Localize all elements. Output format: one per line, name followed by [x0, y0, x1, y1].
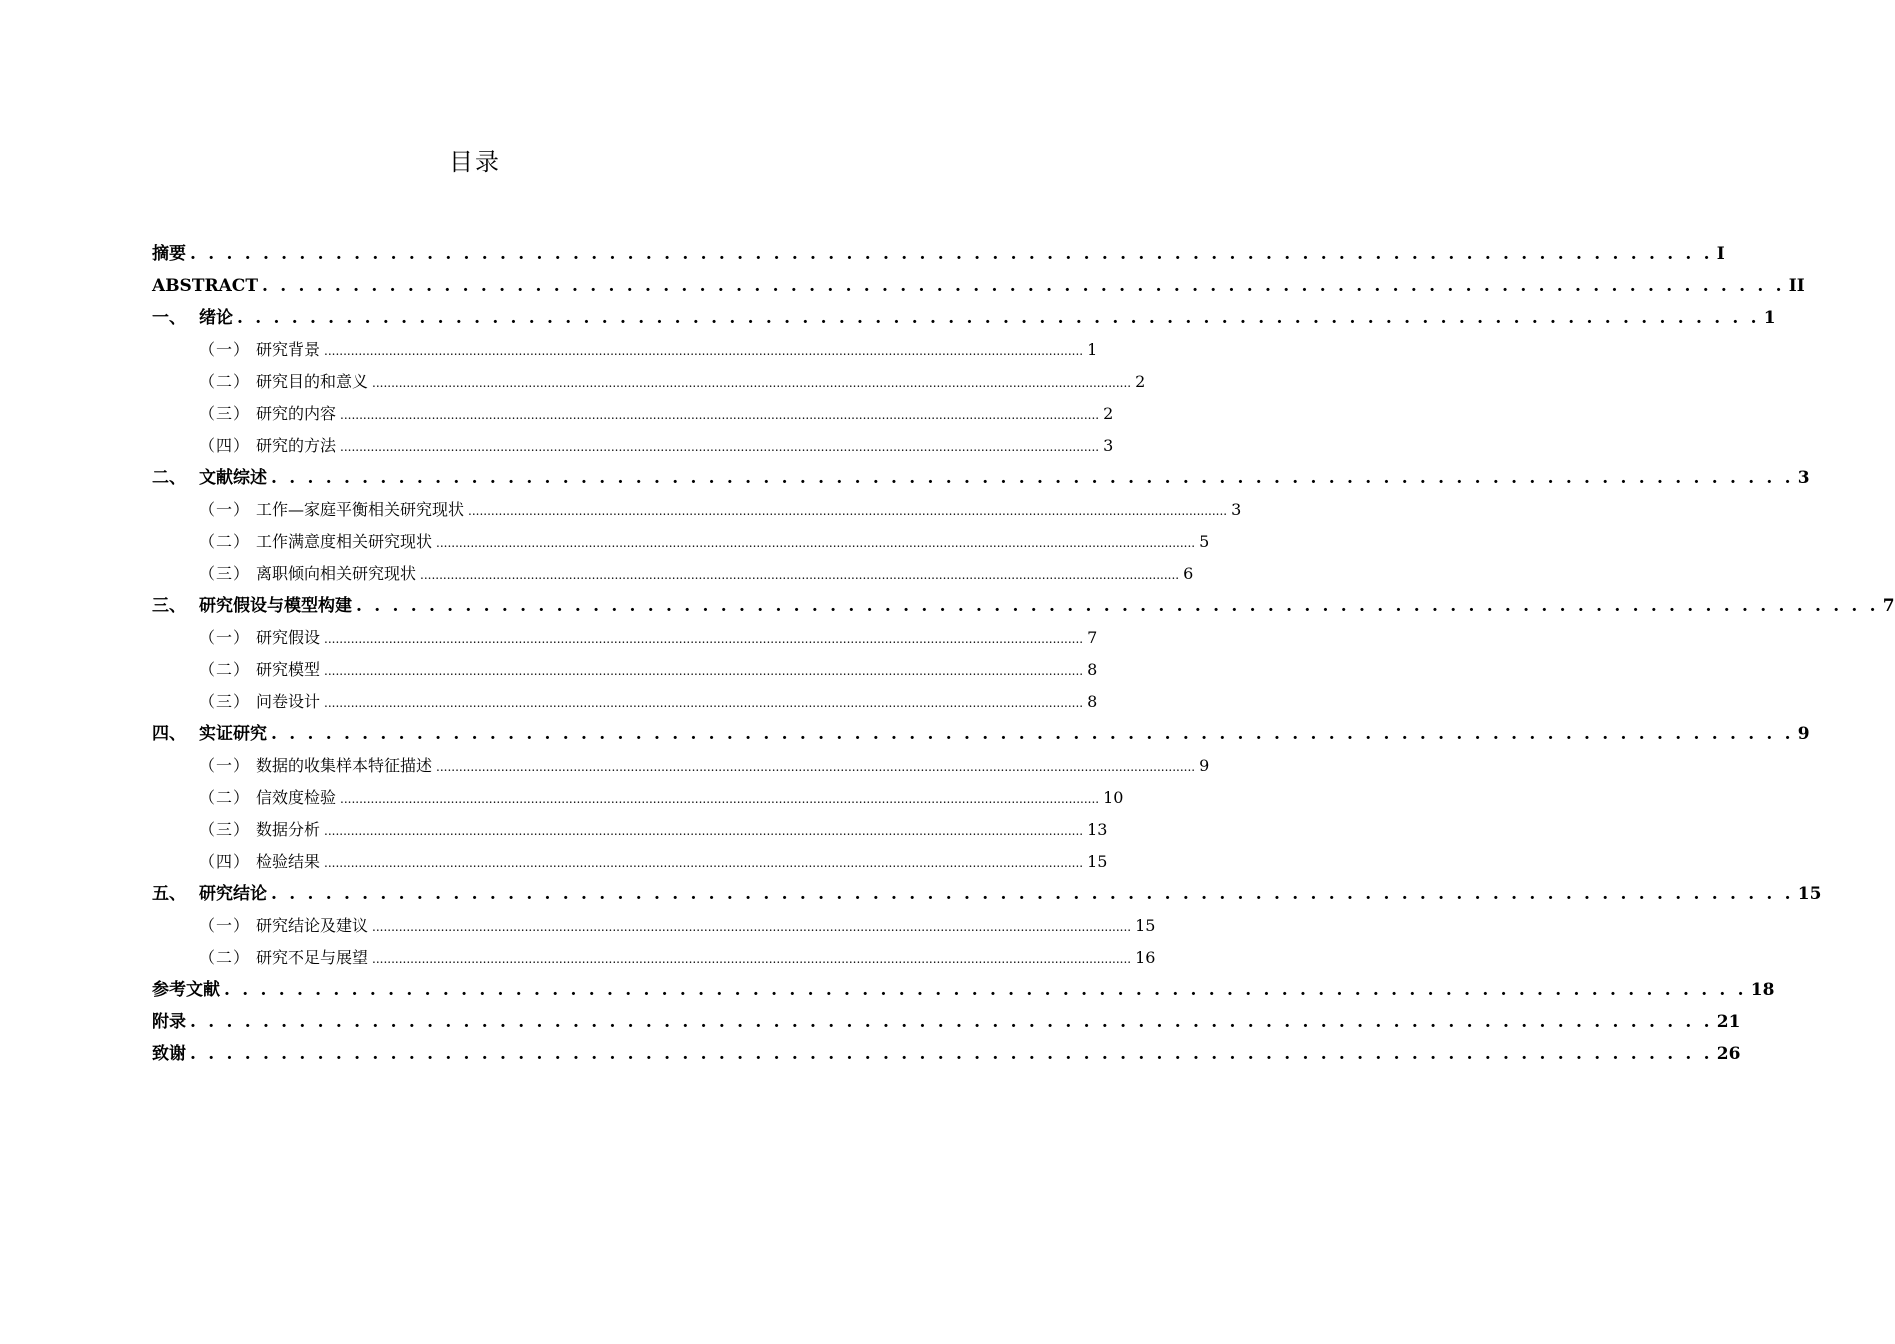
toc-entry-title: 研究的内容	[256, 404, 337, 423]
toc-entry-page: II	[1788, 276, 1805, 296]
toc-entry-page: 7	[1087, 628, 1098, 647]
toc-entry-title: 工作—家庭平衡相关研究现状	[256, 500, 465, 519]
toc-entry-title: 研究假设与模型构建	[199, 596, 352, 616]
toc-entry-abstract-en[interactable]	[152, 270, 1805, 302]
toc-entry-page: 15	[1797, 884, 1822, 904]
toc-entry-section[interactable]	[152, 366, 1146, 398]
toc-entry-number: 四、	[152, 724, 186, 744]
toc-entry-section[interactable]	[152, 846, 1108, 878]
toc-entry-section[interactable]	[152, 526, 1210, 558]
toc-entry-number: （四）	[199, 852, 251, 871]
toc-entry-page: 8	[1087, 660, 1098, 679]
toc-entry-page: 7	[1882, 596, 1895, 616]
toc-leader-dots: .......................................................................................................................................................................................................	[436, 536, 1196, 550]
toc-entry-number: （二）	[199, 660, 251, 679]
toc-leader-dots: . . . . . . . . . . . . . . . . . . . . . . . . . . . . . . . . . . . . . . . . . . . . . . . . . . . . . . . . . . . . . . . . . . . . . . . . . . . . . . . . . . . .	[271, 724, 1794, 744]
toc-leader-dots: . . . . . . . . . . . . . . . . . . . . . . . . . . . . . . . . . . . . . . . . . . . . . . . . . . . . . . . . . . . . . . . . . . . . . . . . . . . . . . . . . . . .	[237, 308, 1760, 328]
toc-entry-number: （二）	[199, 532, 251, 551]
toc-entry-page: 9	[1199, 756, 1210, 775]
toc-entry-abstract-cn[interactable]	[152, 238, 1725, 270]
table-of-contents	[152, 238, 1895, 1070]
toc-entry-section[interactable]	[152, 558, 1194, 590]
toc-leader-dots: .......................................................................................................................................................................................................	[340, 408, 1100, 422]
toc-entry-acknowledgements[interactable]	[152, 1038, 1741, 1070]
toc-leader-dots: .......................................................................................................................................................................................................	[436, 760, 1196, 774]
toc-entry-page: 3	[1103, 436, 1114, 455]
toc-entry-number: （一）	[199, 628, 251, 647]
toc-leader-dots: .......................................................................................................................................................................................................	[372, 376, 1132, 390]
toc-entry-chapter-1[interactable]	[152, 302, 1776, 334]
toc-entry-title: 摘要	[152, 244, 186, 264]
toc-entry-section[interactable]	[152, 654, 1098, 686]
toc-entry-title: 附录	[152, 1012, 186, 1032]
toc-entry-number: 五、	[152, 884, 186, 904]
toc-leader-dots: .......................................................................................................................................................................................................	[468, 504, 1228, 518]
toc-leader-dots: .......................................................................................................................................................................................................	[340, 440, 1100, 454]
toc-entry-number: （一）	[199, 756, 251, 775]
toc-entry-number: （一）	[199, 500, 251, 519]
toc-leader-dots: .......................................................................................................................................................................................................	[324, 664, 1084, 678]
toc-entry-title: 信效度检验	[256, 788, 337, 807]
toc-entry-chapter-2[interactable]	[152, 462, 1810, 494]
toc-entry-title: 研究假设	[256, 628, 321, 647]
toc-entry-title: 研究背景	[256, 340, 321, 359]
toc-entry-number: （一）	[199, 340, 251, 359]
toc-entry-title: 研究目的和意义	[256, 372, 369, 391]
toc-leader-dots: .......................................................................................................................................................................................................	[372, 952, 1132, 966]
toc-entry-title: 参考文献	[152, 980, 220, 1000]
toc-entry-title: 研究的方法	[256, 436, 337, 455]
toc-leader-dots: .......................................................................................................................................................................................................	[372, 920, 1132, 934]
toc-entry-number: （三）	[199, 564, 251, 583]
toc-entry-number: 二、	[152, 468, 186, 488]
toc-leader-dots: . . . . . . . . . . . . . . . . . . . . . . . . . . . . . . . . . . . . . . . . . . . . . . . . . . . . . . . . . . . . . . . . . . . . . . . . . . . . . . . . . . . .	[190, 244, 1713, 264]
toc-entry-page: 26	[1716, 1044, 1741, 1064]
toc-entry-chapter-3[interactable]	[152, 590, 1895, 622]
toc-entry-number: （二）	[199, 948, 251, 967]
toc-entry-chapter-5[interactable]	[152, 878, 1822, 910]
toc-entry-title: 文献综述	[199, 468, 267, 488]
toc-leader-dots: .......................................................................................................................................................................................................	[324, 824, 1084, 838]
toc-leader-dots: .......................................................................................................................................................................................................	[324, 856, 1084, 870]
toc-entry-section[interactable]	[152, 942, 1156, 974]
toc-entry-title: ABSTRACT	[152, 276, 258, 296]
toc-entry-number: 三、	[152, 596, 186, 616]
toc-leader-dots: .......................................................................................................................................................................................................	[324, 632, 1084, 646]
toc-entry-page: 2	[1103, 404, 1114, 423]
toc-entry-chapter-4[interactable]	[152, 718, 1810, 750]
toc-entry-number: （一）	[199, 916, 251, 935]
toc-entry-title: 离职倾向相关研究现状	[256, 564, 417, 583]
toc-entry-number: （二）	[199, 372, 251, 391]
toc-entry-section[interactable]	[152, 910, 1156, 942]
toc-entry-section[interactable]	[152, 494, 1242, 526]
toc-entry-page: 13	[1087, 820, 1108, 839]
toc-entry-page: I	[1716, 244, 1725, 264]
toc-entry-number: （三）	[199, 820, 251, 839]
toc-entry-page: 15	[1135, 916, 1156, 935]
toc-entry-title: 数据的收集样本特征描述	[256, 756, 433, 775]
toc-leader-dots: . . . . . . . . . . . . . . . . . . . . . . . . . . . . . . . . . . . . . . . . . . . . . . . . . . . . . . . . . . . . . . . . . . . . . . . . . . . . . . . . . . . .	[356, 596, 1879, 616]
toc-entry-number: （三）	[199, 404, 251, 423]
toc-entry-references[interactable]	[152, 974, 1775, 1006]
toc-entry-number: （三）	[199, 692, 251, 711]
toc-entry-title: 问卷设计	[256, 692, 321, 711]
toc-entry-title: 绪论	[199, 308, 233, 328]
toc-entry-page: 1	[1087, 340, 1098, 359]
toc-entry-title: 数据分析	[256, 820, 321, 839]
toc-entry-title: 致谢	[152, 1044, 186, 1064]
toc-entry-section[interactable]	[152, 430, 1114, 462]
toc-entry-page: 6	[1183, 564, 1194, 583]
toc-entry-page: 1	[1763, 308, 1776, 328]
toc-leader-dots: . . . . . . . . . . . . . . . . . . . . . . . . . . . . . . . . . . . . . . . . . . . . . . . . . . . . . . . . . . . . . . . . . . . . . . . . . . . . . . . . . . . .	[271, 468, 1794, 488]
toc-leader-dots: . . . . . . . . . . . . . . . . . . . . . . . . . . . . . . . . . . . . . . . . . . . . . . . . . . . . . . . . . . . . . . . . . . . . . . . . . . . . . . . . . . . .	[190, 1012, 1713, 1032]
toc-entry-section[interactable]	[152, 686, 1098, 718]
toc-entry-section[interactable]	[152, 814, 1108, 846]
toc-entry-page: 21	[1716, 1012, 1741, 1032]
toc-entry-title: 研究结论	[199, 884, 267, 904]
toc-entry-section[interactable]	[152, 334, 1098, 366]
toc-entry-number: 一、	[152, 308, 186, 328]
toc-entry-title: 工作满意度相关研究现状	[256, 532, 433, 551]
toc-entry-page: 8	[1087, 692, 1098, 711]
toc-leader-dots: .......................................................................................................................................................................................................	[340, 792, 1100, 806]
toc-entry-page: 9	[1797, 724, 1810, 744]
toc-leader-dots: . . . . . . . . . . . . . . . . . . . . . . . . . . . . . . . . . . . . . . . . . . . . . . . . . . . . . . . . . . . . . . . . . . . . . . . . . . . . . . . . . . . .	[271, 884, 1794, 904]
toc-entry-page: 5	[1199, 532, 1210, 551]
page-title: 目录	[449, 148, 501, 176]
toc-entry-title: 实证研究	[199, 724, 267, 744]
toc-entry-title: 研究结论及建议	[256, 916, 369, 935]
toc-entry-section[interactable]	[152, 622, 1098, 654]
toc-leader-dots: .......................................................................................................................................................................................................	[420, 568, 1180, 582]
toc-leader-dots: . . . . . . . . . . . . . . . . . . . . . . . . . . . . . . . . . . . . . . . . . . . . . . . . . . . . . . . . . . . . . . . . . . . . . . . . . . . . . . . . . . . .	[261, 276, 1785, 296]
toc-entry-page: 18	[1750, 980, 1775, 1000]
toc-entry-page: 3	[1797, 468, 1810, 488]
toc-entry-number: （二）	[199, 788, 251, 807]
toc-entry-section[interactable]	[152, 782, 1124, 814]
toc-entry-title: 研究模型	[256, 660, 321, 679]
toc-entry-page: 3	[1231, 500, 1242, 519]
toc-leader-dots: .......................................................................................................................................................................................................	[324, 696, 1084, 710]
toc-leader-dots: .......................................................................................................................................................................................................	[324, 344, 1084, 358]
toc-entry-section[interactable]	[152, 398, 1114, 430]
toc-entry-page: 2	[1135, 372, 1146, 391]
toc-entry-title: 研究不足与展望	[256, 948, 369, 967]
toc-entry-page: 10	[1103, 788, 1124, 807]
toc-leader-dots: . . . . . . . . . . . . . . . . . . . . . . . . . . . . . . . . . . . . . . . . . . . . . . . . . . . . . . . . . . . . . . . . . . . . . . . . . . . . . . . . . . . .	[224, 980, 1747, 1000]
toc-entry-title: 检验结果	[256, 852, 321, 871]
toc-entry-appendix[interactable]	[152, 1006, 1741, 1038]
toc-entry-section[interactable]	[152, 750, 1210, 782]
toc-entry-page: 16	[1135, 948, 1156, 967]
toc-entry-number: （四）	[199, 436, 251, 455]
toc-leader-dots: . . . . . . . . . . . . . . . . . . . . . . . . . . . . . . . . . . . . . . . . . . . . . . . . . . . . . . . . . . . . . . . . . . . . . . . . . . . . . . . . . . . .	[190, 1044, 1713, 1064]
toc-entry-page: 15	[1087, 852, 1108, 871]
